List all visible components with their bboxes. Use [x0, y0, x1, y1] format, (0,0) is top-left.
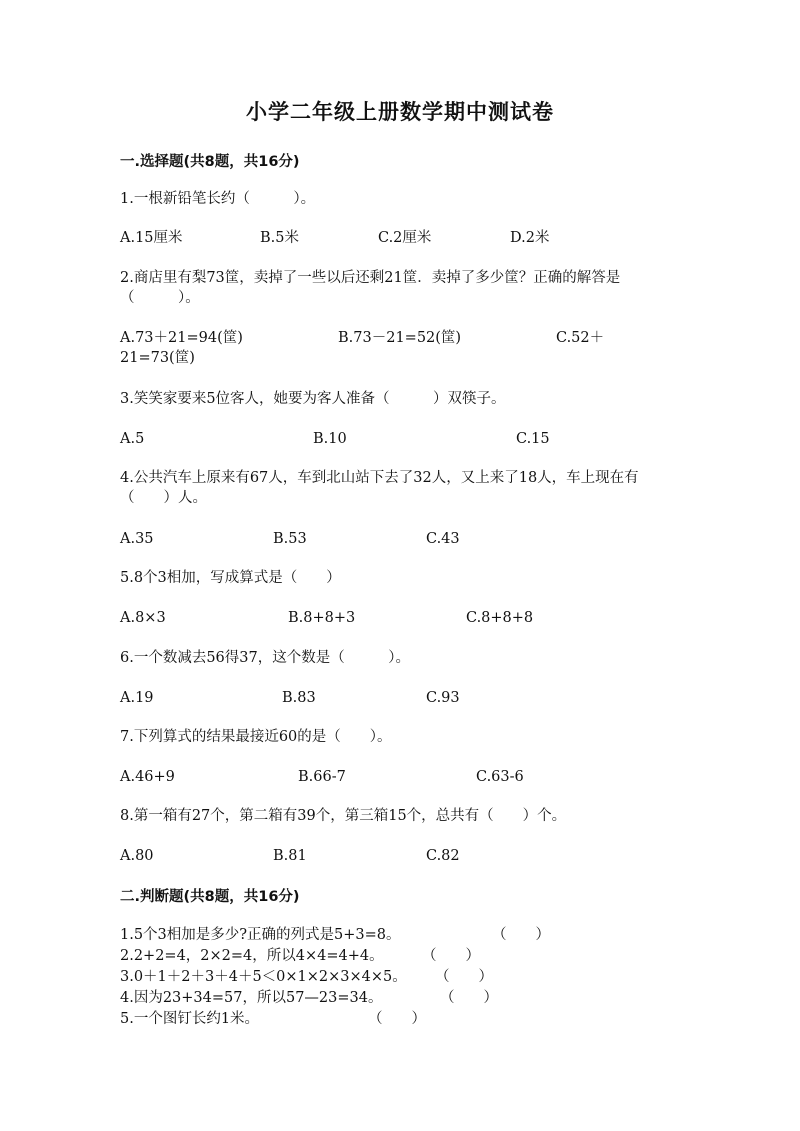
- option-c[interactable]: C.8+8+8: [466, 610, 534, 626]
- option-c-continued: 21=73(筐): [120, 350, 195, 366]
- option-a[interactable]: A.8×3: [120, 610, 166, 626]
- section-heading-choice: 一.选择题(共8题，共16分): [120, 154, 300, 170]
- answer-bracket[interactable]: （ ）: [492, 927, 550, 943]
- question-5: 5.8个3相加，写成算式是（ ）: [120, 570, 341, 586]
- option-b[interactable]: B.73－21=52(筐): [338, 330, 462, 346]
- judgment-text: 4.因为23+34=57，所以57—23=34。: [120, 990, 383, 1006]
- option-c[interactable]: C.52＋: [556, 330, 605, 346]
- answer-bracket[interactable]: （ ）: [440, 990, 498, 1006]
- option-a[interactable]: A.35: [120, 531, 154, 547]
- option-c[interactable]: C.82: [426, 848, 460, 864]
- option-c[interactable]: C.2厘米: [378, 230, 432, 246]
- answer-bracket[interactable]: （ ）: [422, 948, 480, 964]
- option-b[interactable]: B.5米: [260, 230, 299, 246]
- option-b[interactable]: B.83: [282, 690, 316, 706]
- judgment-text: 2.2+2=4，2×2=4，所以4×4=4+4。: [120, 948, 384, 964]
- answer-bracket[interactable]: （ ）: [368, 1011, 426, 1027]
- question-2-options: [120, 328, 685, 368]
- question-4-options: [120, 529, 685, 569]
- question-6: 6.一个数减去56得37，这个数是（ ）。: [120, 650, 410, 666]
- question-4: 4.公共汽车上原来有67人，车到北山站下去了32人，又上来了18人，车上现在有（ ）人。: [120, 470, 639, 506]
- question-8: 8.第一箱有27个，第二箱有39个，第三箱15个，总共有（ ）个。: [120, 808, 567, 824]
- judgment-text: 1.5个3相加是多少?正确的列式是5+3=8。: [120, 927, 401, 943]
- judgment-item-2: [120, 946, 560, 966]
- judgment-item-1: [120, 925, 560, 945]
- option-c[interactable]: C.43: [426, 531, 460, 547]
- option-c[interactable]: C.63-6: [476, 769, 524, 785]
- question-3-options: [120, 429, 685, 469]
- option-b[interactable]: B.10: [313, 431, 347, 447]
- answer-bracket[interactable]: （ ）: [435, 969, 493, 985]
- option-b[interactable]: B.8+8+3: [288, 610, 356, 626]
- option-b[interactable]: B.81: [273, 848, 307, 864]
- option-a[interactable]: A.19: [120, 690, 154, 706]
- option-a[interactable]: A.5: [120, 431, 145, 447]
- section-heading-true-false: 二.判断题(共8题，共16分): [120, 889, 300, 905]
- question-7-options: [120, 767, 685, 807]
- question-5-options: [120, 608, 685, 648]
- question-2: 2.商店里有梨73筐，卖掉了一些以后还剩21筐．卖掉了多少筐？正确的解答是（ ）。: [120, 270, 621, 306]
- question-1-options: [120, 228, 685, 268]
- judgment-item-4: [120, 988, 560, 1008]
- question-3: 3.笑笑家要来5位客人，她要为客人准备（ ）双筷子。: [120, 391, 506, 407]
- judgment-text: 5.一个图钉长约1米。: [120, 1011, 260, 1027]
- option-a[interactable]: A.73＋21=94(筐): [120, 330, 243, 346]
- option-a[interactable]: A.46+9: [120, 769, 175, 785]
- option-a[interactable]: A.15厘米: [120, 230, 183, 246]
- option-c[interactable]: C.15: [516, 431, 550, 447]
- option-b[interactable]: B.53: [273, 531, 307, 547]
- question-1: 1.一根新铅笔长约（ ）。: [120, 191, 316, 207]
- question-8-options: [120, 846, 685, 886]
- option-c[interactable]: C.93: [426, 690, 460, 706]
- question-7: 7.下列算式的结果最接近60的是（ ）。: [120, 729, 392, 745]
- option-d[interactable]: D.2米: [510, 230, 550, 246]
- judgment-item-5: [120, 1009, 560, 1029]
- option-a[interactable]: A.80: [120, 848, 154, 864]
- page-title: 小学二年级上册数学期中测试卷: [246, 100, 554, 124]
- option-b[interactable]: B.66-7: [298, 769, 346, 785]
- question-6-options: [120, 688, 685, 728]
- judgment-text: 3.0＋1＋2＋3＋4＋5＜0×1×2×3×4×5。: [120, 969, 407, 985]
- judgment-item-3: [120, 967, 560, 987]
